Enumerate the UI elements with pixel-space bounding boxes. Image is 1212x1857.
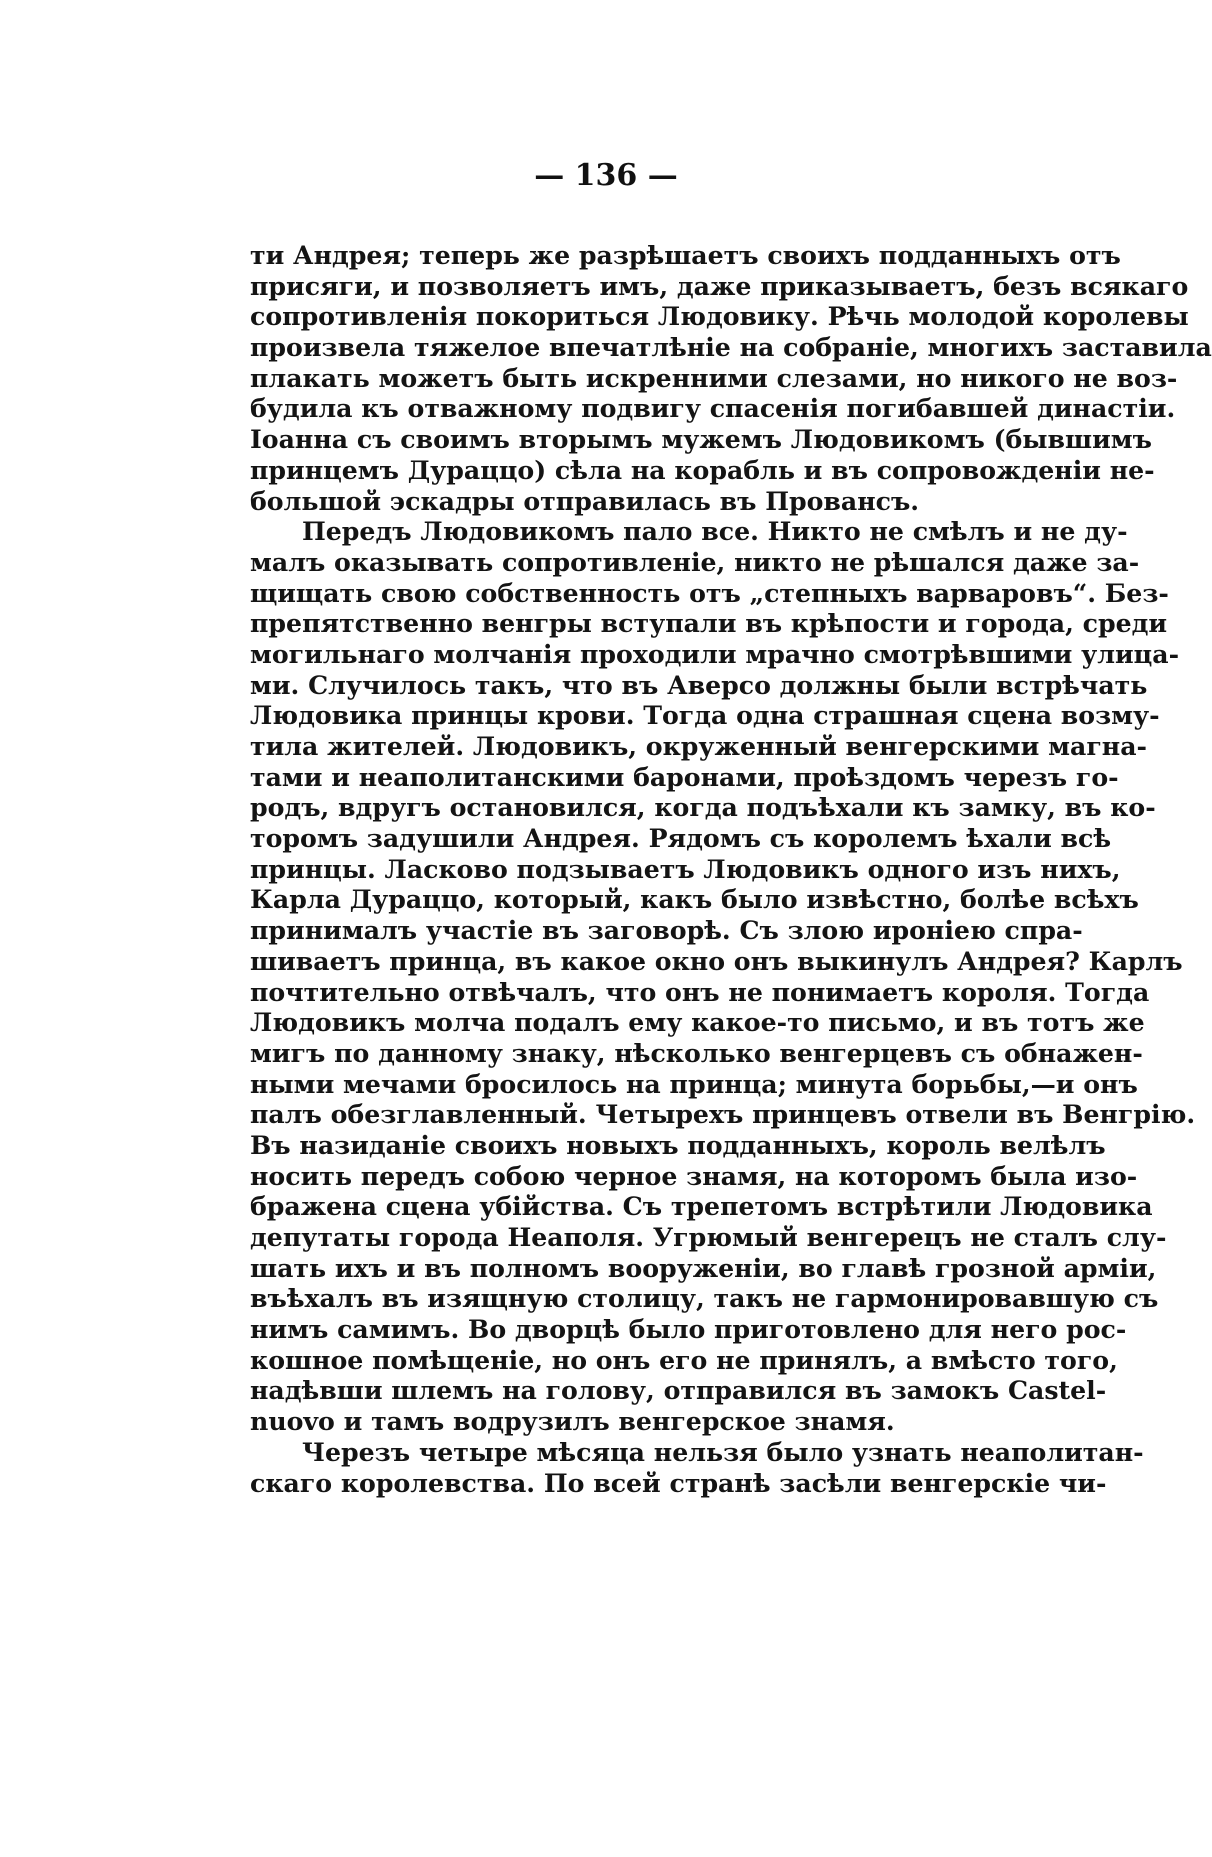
text-line: нимъ самимъ. Во дворцѣ было приготовлено для него рос-: [250, 1314, 1127, 1345]
text-line: принцемъ Дураццо) сѣла на корабль и въ сопровожденіи не-: [250, 454, 1155, 485]
text-line: палъ обезглавленный. Четырехъ принцевъ отвели въ Венгрію.: [250, 1099, 1196, 1130]
text-line: большой эскадры отправилась въ Провансъ.: [250, 485, 920, 516]
text-line: плакать можетъ быть искренними слезами, но никого не воз-: [250, 362, 1178, 393]
text-line: присяги, и позволяетъ имъ, даже приказываетъ, безъ всякаго: [250, 270, 1189, 301]
text-line: щищать свою собственность отъ „степныхъ варваровъ“. Без-: [250, 577, 1169, 608]
text-line: Людовика принцы крови. Тогда одна страшная сцена возму-: [250, 700, 1160, 731]
text-line: надѣвши шлемъ на голову, отправился въ замокъ Castel-: [250, 1375, 1107, 1406]
paragraph-3: [250, 1436, 1144, 1498]
text-line: въѣхалъ въ изящную столицу, такъ не гармонировавшую съ: [250, 1283, 1159, 1314]
text-line: бражена сцена убійства. Съ трепетомъ встрѣтили Людовика: [250, 1191, 1153, 1222]
text-line: Черезъ четыре мѣсяца нельзя было узнать неаполитан-: [302, 1436, 1144, 1467]
text-line: Въ назиданіе своихъ новыхъ подданныхъ, король велѣлъ: [250, 1129, 1106, 1160]
text-line: Карла Дураццо, который, какъ было извѣстно, болѣе всѣхъ: [250, 884, 1139, 915]
text-line: Передъ Людовикомъ пало все. Никто не смѣлъ и не ду-: [302, 516, 1128, 547]
text-line: произвела тяжелое впечатлѣніе на собраніе, многихъ заставила: [250, 332, 1212, 363]
text-line: ти Андрея; теперь же разрѣшаетъ своихъ подданныхъ отъ: [250, 240, 1121, 270]
paragraph-1: [250, 240, 1212, 516]
text-line: nuovo и тамъ водрузилъ венгерское знамя.: [250, 1406, 895, 1437]
text-line: скаго королевства. По всей странѣ засѣли венгерскіе чи-: [250, 1467, 1107, 1498]
text-line: сопротивленія покориться Людовику. Рѣчь молодой королевы: [250, 301, 1189, 332]
text-line: могильнаго молчанія проходили мрачно смотрѣвшими улица-: [250, 638, 1180, 669]
text-line: депутаты города Неаполя. Угрюмый венгерецъ не сталъ слу-: [250, 1222, 1167, 1252]
text-line: тила жителей. Людовикъ, окруженный венгерскими магна-: [250, 731, 1147, 761]
text-line: малъ оказывать сопротивленіе, никто не рѣшался даже за-: [250, 546, 1140, 577]
text-line: будила къ отважному подвигу спасенія погибавшей династіи.: [250, 393, 1176, 424]
text-line: кошное помѣщеніе, но онъ его не принялъ, а вмѣсто того,: [250, 1344, 1118, 1375]
text-line: родъ, вдругъ остановился, когда подъѣхали къ замку, въ ко-: [250, 792, 1156, 823]
text-line: торомъ задушили Андрея. Рядомъ съ королемъ ѣхали всѣ: [250, 823, 1112, 854]
text-line: принцы. Ласково подзываетъ Людовикъ одного изъ нихъ,: [250, 853, 1121, 884]
text-line: носить передъ собою черное знамя, на которомъ была изо-: [250, 1160, 1138, 1191]
text-line: принималъ участіе въ заговорѣ. Съ злою ироніею спра-: [250, 915, 1083, 946]
text-line: Людовикъ молча подалъ ему какое-то письмо, и въ тотъ же: [250, 1007, 1145, 1038]
text-line: шать ихъ и въ полномъ вооруженіи, во главѣ грозной арміи,: [250, 1252, 1157, 1283]
text-line: шиваетъ принца, въ какое окно онъ выкинулъ Андрея? Карлъ: [250, 945, 1183, 976]
text-line: ными мечами бросилось на принца; минута борьбы,—и онъ: [250, 1068, 1138, 1099]
body-text: [250, 240, 1212, 1498]
text-line: тами и неаполитанскими баронами, проѣздомъ черезъ го-: [250, 761, 1119, 792]
text-line: препятственно венгры вступали въ крѣпости и города, среди: [250, 608, 1168, 639]
text-line: почтительно отвѣчалъ, что онъ не понимаетъ короля. Тогда: [250, 976, 1150, 1007]
text-line: ми. Случилось такъ, что въ Аверсо должны были встрѣчать: [250, 669, 1148, 700]
paragraph-2: [250, 516, 1196, 1437]
text-line: мигъ по данному знаку, нѣсколько венгерцевъ съ обнажен-: [250, 1037, 1143, 1068]
text-line: Іоанна съ своимъ вторымъ мужемъ Людовикомъ (бывшимъ: [250, 424, 1152, 455]
page-number: — 136 —: [534, 158, 678, 193]
